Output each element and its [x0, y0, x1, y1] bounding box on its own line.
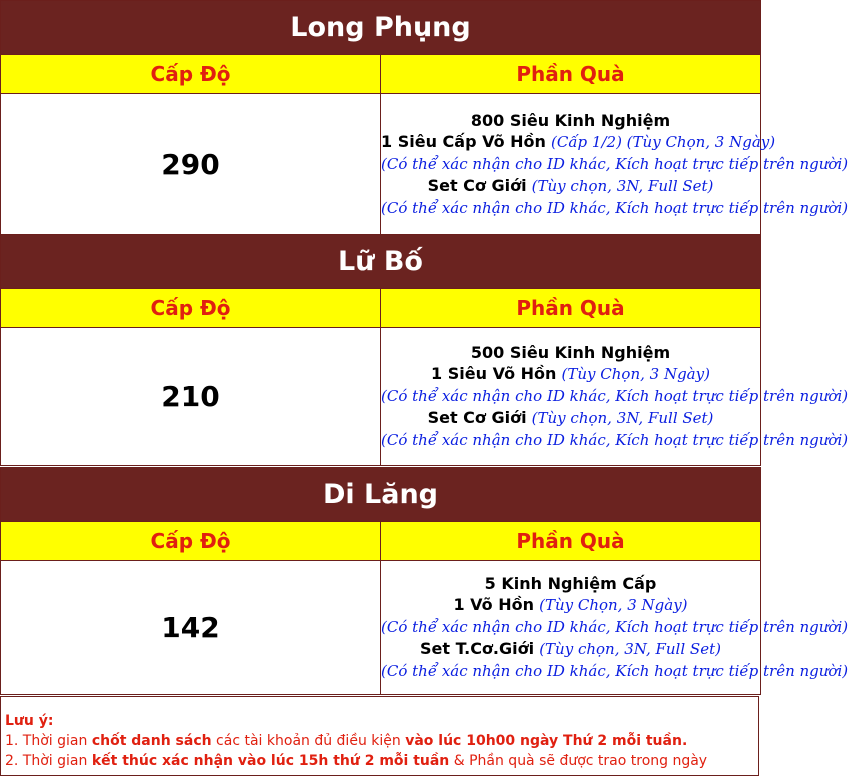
gift-line — [381, 153, 848, 175]
gift-line — [381, 342, 760, 363]
header-level: Cấp Độ — [1, 289, 381, 328]
gift-line — [381, 110, 760, 131]
section-title: Long Phụng — [1, 1, 761, 55]
gift-list — [381, 561, 848, 695]
level-value: 142 — [1, 561, 381, 695]
gift-line — [381, 131, 776, 153]
notes-text-bold: chốt danh sách — [91, 733, 212, 749]
notes-box — [0, 696, 759, 776]
gift-note: (Có thể xác nhận cho ID khác, Kích hoạt trực tiếp trên người) — [381, 154, 848, 173]
gift-line — [381, 573, 760, 594]
gift-note: (Tùy chọn, 3N, Full Set) — [531, 409, 714, 427]
section-title: Di Lăng — [1, 468, 761, 522]
gift-note: (Có thể xác nhận cho ID khác, Kích hoạt trực tiếp trên người) — [381, 431, 848, 449]
gift-line — [381, 175, 760, 197]
gift-item: Set Cơ Giới — [427, 408, 527, 427]
notes-line-1 — [5, 731, 758, 751]
notes-title: Lưu ý: — [5, 713, 54, 729]
gift-note: (Cấp 1/2) (Tùy Chọn, 3 Ngày) — [551, 132, 776, 151]
reward-table-di-lang — [0, 467, 848, 695]
gift-list — [381, 94, 848, 235]
gift-item: 800 Siêu Kinh Nghiệm — [470, 110, 671, 130]
notes-text: 1. Thời gian — [5, 733, 92, 749]
gift-line — [381, 407, 760, 429]
gift-note: (Tùy chọn, 3N, Full Set) — [531, 176, 714, 195]
header-level: Cấp Độ — [1, 522, 381, 561]
gift-note: (Tùy chọn, 3N, Full Set) — [539, 640, 721, 658]
gift-line — [381, 638, 760, 660]
gift-note: (Có thể xác nhận cho ID khác, Kích hoạt trực tiếp trên người) — [381, 662, 848, 680]
gift-line — [381, 363, 760, 385]
reward-table-lu-bo — [0, 234, 848, 466]
notes-text: các tài khoản đủ điều kiện — [211, 733, 406, 749]
gift-item: Set T.Cơ.Giới — [420, 639, 535, 658]
header-gift: Phần Quà — [381, 55, 761, 94]
header-level: Cấp Độ — [1, 55, 381, 94]
gift-note: (Có thể xác nhận cho ID khác, Kích hoạt trực tiếp trên người) — [381, 618, 848, 636]
gift-item: 1 Võ Hồn — [453, 595, 534, 614]
gift-item: 500 Siêu Kinh Nghiệm — [470, 343, 671, 362]
header-gift: Phần Quà — [381, 289, 761, 328]
gift-line — [381, 616, 848, 638]
gift-note: (Có thể xác nhận cho ID khác, Kích hoạt trực tiếp trên người) — [381, 387, 848, 405]
notes-text: 2. Thời gian — [5, 753, 92, 769]
level-value: 210 — [1, 328, 381, 466]
gift-item: 5 Kinh Nghiệm Cấp — [484, 574, 657, 593]
gift-line — [381, 197, 848, 219]
gift-item: Set Cơ Giới — [427, 175, 527, 195]
gift-line — [381, 429, 848, 451]
section-title: Lữ Bố — [1, 235, 761, 289]
gift-line — [381, 660, 848, 682]
gift-line — [381, 385, 848, 407]
notes-text-bold: vào lúc 10h00 ngày Thứ 2 mỗi tuần. — [405, 733, 688, 749]
gift-line — [381, 594, 760, 616]
notes-text: & Phần quà sẽ được trao trong ngày — [449, 753, 708, 769]
header-gift: Phần Quà — [381, 522, 761, 561]
notes-line-2 — [5, 751, 758, 771]
gift-item: 1 Siêu Võ Hồn — [431, 364, 557, 383]
gift-note: (Có thể xác nhận cho ID khác, Kích hoạt trực tiếp trên người) — [381, 198, 848, 217]
gift-note: (Tùy Chọn, 3 Ngày) — [561, 365, 710, 383]
gift-list — [381, 328, 848, 466]
gift-note: (Tùy Chọn, 3 Ngày) — [539, 596, 688, 614]
gift-item: 1 Siêu Cấp Võ Hồn — [381, 131, 546, 151]
reward-table-long-phung — [0, 0, 848, 235]
notes-text-bold: kết thúc xác nhận vào lúc 15h thứ 2 mỗi tuần — [91, 753, 450, 769]
level-value: 290 — [1, 94, 381, 235]
